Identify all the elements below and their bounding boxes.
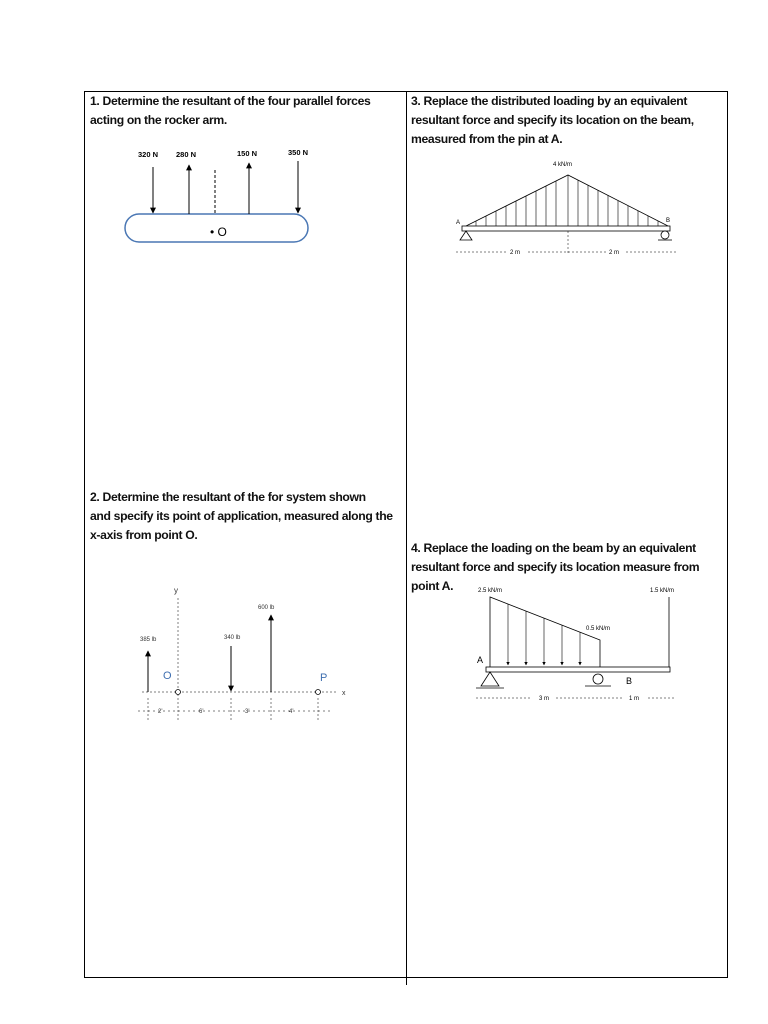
problem-4-line: resultant force and specify its location measure from	[411, 560, 700, 574]
dim-label: 6'	[199, 709, 204, 715]
problem-4-line: 4. Replace the loading on the beam by an equivalent	[411, 541, 696, 555]
problem-3-line: 3. Replace the distributed loading by an equivalent	[411, 94, 688, 108]
dim-label-3m: 3 m	[539, 696, 550, 702]
load-trapezoid	[490, 597, 600, 667]
force-label-600: 600 lb	[258, 605, 275, 611]
beam	[486, 667, 670, 672]
x-axis-label: x	[342, 690, 346, 697]
load-mid-label: 0.5 kN/m	[586, 626, 611, 632]
load-ordinates	[508, 604, 580, 665]
force-label-340: 340 lb	[224, 635, 241, 641]
force-label-150: 150 N	[237, 149, 258, 158]
problem-2-line: x-axis from point O.	[90, 528, 198, 542]
pivot-point-label: • O	[210, 225, 227, 239]
roller-support-b	[593, 674, 603, 684]
problem-3-line: resultant force and specify its location on the beam,	[411, 113, 694, 127]
support-label-b: B	[626, 676, 633, 686]
y-axis-label: y	[174, 586, 178, 595]
problem-2-line: and specify its point of application, measured along the	[90, 509, 393, 523]
dim-label: 4'	[289, 709, 294, 715]
force-label-280: 280 N	[176, 150, 197, 159]
pin-support-a	[481, 672, 499, 686]
dim-label: 2'	[158, 709, 163, 715]
force-label-350: 350 N	[288, 148, 309, 157]
problem-1-line: acting on the rocker arm.	[90, 113, 227, 127]
force-label-385: 385 lb	[140, 637, 157, 643]
point-p-label: P	[320, 672, 328, 684]
load-intensity-label: 4 kN/m	[553, 162, 573, 168]
support-label-a: A	[477, 655, 484, 665]
problem-4-line: point A.	[411, 579, 454, 593]
problem-2-line: 2. Determine the resultant of the for system shown	[90, 490, 366, 504]
point-o-label: O	[163, 670, 172, 682]
load-right-label: 1.5 kN/m	[650, 588, 675, 594]
support-label-b: B	[666, 218, 671, 224]
dim-label-2m: 2 m	[510, 250, 521, 256]
load-left-label: 2.5 kN/m	[478, 588, 503, 594]
problem-1-line: 1. Determine the resultant of the four parallel forces	[90, 94, 371, 108]
support-label-a: A	[456, 220, 461, 226]
dim-label-2m: 2 m	[609, 250, 620, 256]
force-label-320: 320 N	[138, 150, 159, 159]
dim-label-1m: 1 m	[629, 696, 640, 702]
problem-3-line: measured from the pin at A.	[411, 132, 563, 146]
dim-label: 3'	[245, 709, 250, 715]
